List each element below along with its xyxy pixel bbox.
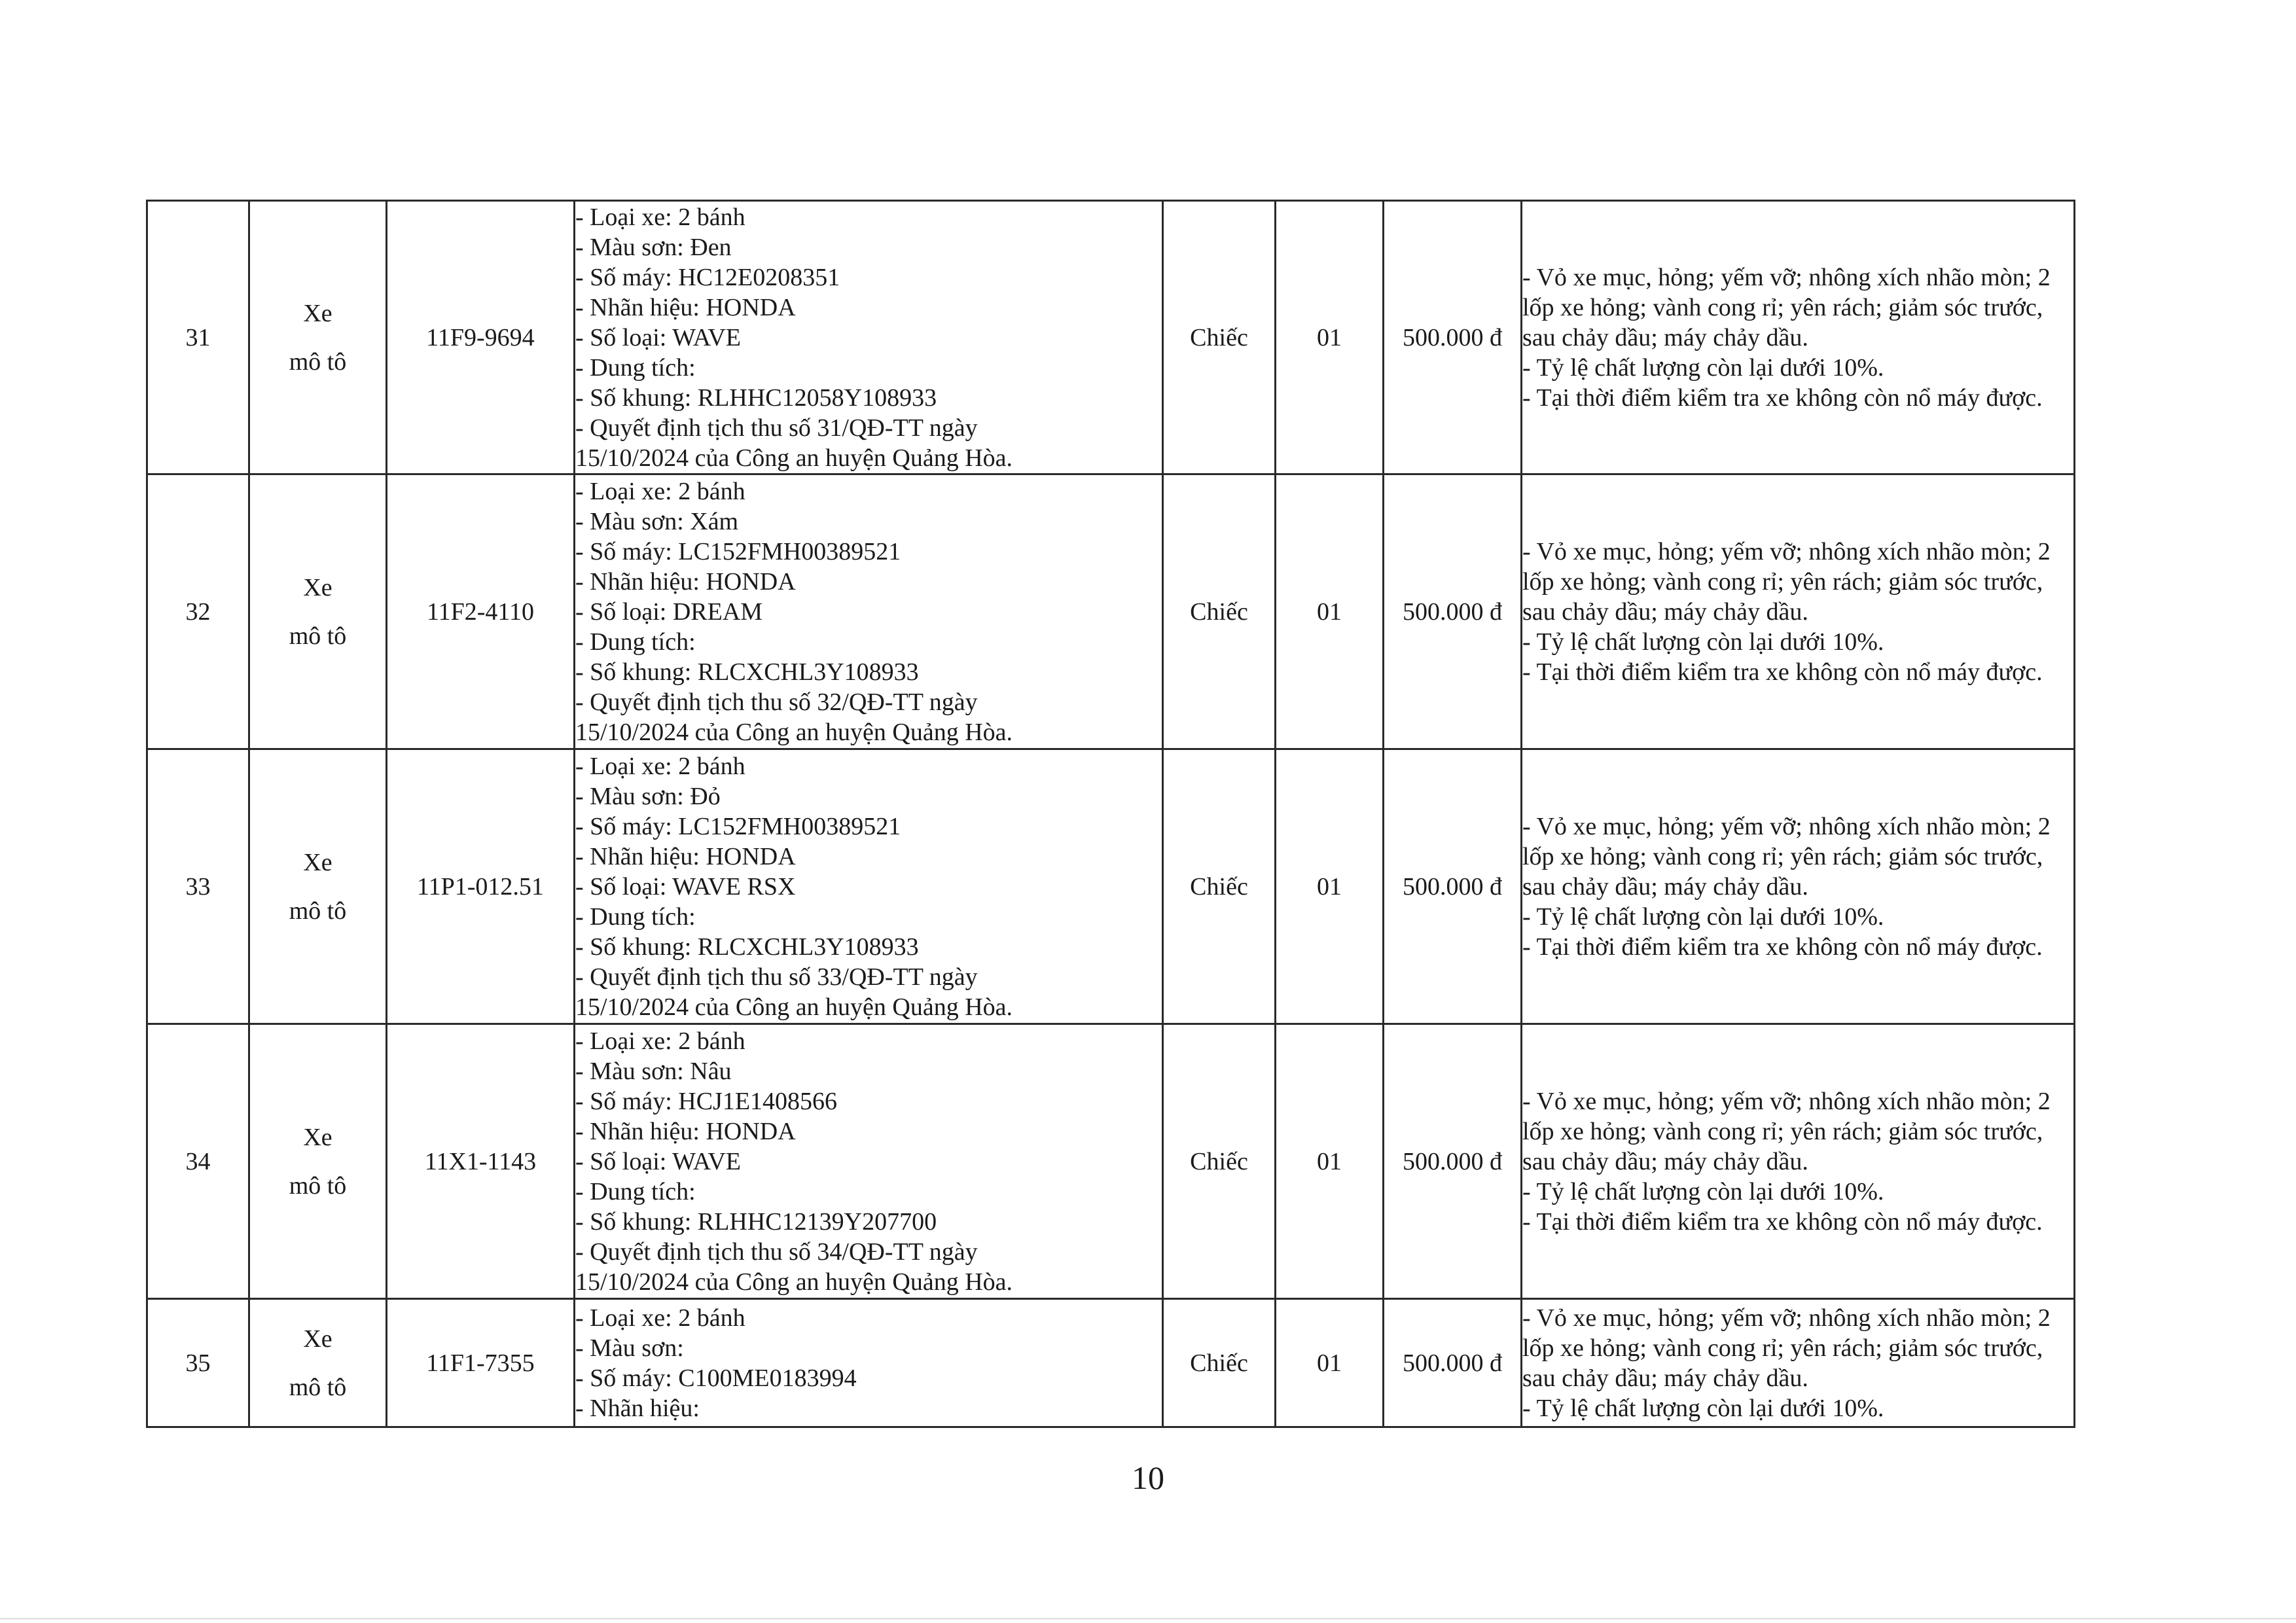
item-name-line: Xe (303, 1325, 332, 1353)
condition-notes (1522, 1299, 2075, 1427)
condition-notes (1522, 1024, 2075, 1299)
description-line: - Số máy: HC12E0208351 (575, 263, 840, 291)
note-line: - Vỏ xe mục, hỏng; yếm vỡ; nhông xích nhão mòn; 2 lốp xe hỏng; vành cong rỉ; yên rách; giảm sóc trước, sau chảy dầu; máy chảy dầu. (1522, 1087, 2051, 1175)
inventory-table (146, 200, 2075, 1428)
item-name-line: mô tô (289, 1171, 347, 1200)
item-name (249, 474, 387, 749)
table-row (147, 201, 2075, 474)
item-name (249, 201, 387, 474)
item-description (575, 201, 1163, 474)
description-line: - Loại xe: 2 bánh (575, 1027, 745, 1055)
description-line: - Dung tích: (575, 628, 696, 656)
item-name-line: Xe (303, 1123, 332, 1151)
unit: Chiếc (1163, 474, 1276, 749)
item-name-line: Xe (303, 848, 332, 876)
license-plate: 11X1-1143 (387, 1024, 575, 1299)
item-name (249, 749, 387, 1024)
note-line: - Tại thời điểm kiểm tra xe không còn nổ máy được. (1522, 1207, 2043, 1236)
description-line: - Nhãn hiệu: HONDA (575, 293, 796, 321)
unit-price: 500.000 đ (1384, 201, 1522, 474)
description-line: - Màu sơn: Đen (575, 233, 732, 261)
table-row (147, 474, 2075, 749)
table-row (147, 1024, 2075, 1299)
item-description (575, 474, 1163, 749)
item-name-line: mô tô (289, 897, 347, 925)
row-number: 32 (147, 474, 249, 749)
description-line: - Số loại: DREAM (575, 597, 763, 626)
description-line: 15/10/2024 của Công an huyện Quảng Hòa. (575, 993, 1013, 1021)
item-name (249, 1024, 387, 1299)
page-number: 10 (1132, 1459, 1164, 1496)
description-line: - Số loại: WAVE RSX (575, 872, 796, 901)
unit-price: 500.000 đ (1384, 1024, 1522, 1299)
note-line: - Vỏ xe mục, hỏng; yếm vỡ; nhông xích nhão mòn; 2 lốp xe hỏng; vành cong rỉ; yên rách; giảm sóc trước, sau chảy dầu; máy chảy dầu. (1522, 537, 2051, 626)
description-line: - Màu sơn: Đỏ (575, 782, 721, 810)
description-line: - Dung tích: (575, 353, 696, 382)
description-line: - Số loại: WAVE (575, 323, 741, 351)
license-plate: 11F1-7355 (387, 1299, 575, 1427)
description-line: - Số khung: RLCXCHL3Y108933 (575, 933, 919, 961)
description-line: - Số loại: WAVE (575, 1147, 741, 1175)
condition-notes (1522, 474, 2075, 749)
description-line: 15/10/2024 của Công an huyện Quảng Hòa. (575, 444, 1013, 472)
item-description (575, 1299, 1163, 1427)
note-line: - Tại thời điểm kiểm tra xe không còn nổ máy được. (1522, 933, 2043, 961)
description-line: - Màu sơn: (575, 1334, 684, 1362)
row-number: 34 (147, 1024, 249, 1299)
description-line: - Nhãn hiệu: HONDA (575, 567, 796, 596)
note-line: - Tỷ lệ chất lượng còn lại dưới 10%. (1522, 1394, 1884, 1422)
unit: Chiếc (1163, 749, 1276, 1024)
description-line: - Số máy: LC152FMH00389521 (575, 812, 901, 840)
unit-price: 500.000 đ (1384, 749, 1522, 1024)
row-number: 33 (147, 749, 249, 1024)
unit: Chiếc (1163, 1024, 1276, 1299)
note-line: - Vỏ xe mục, hỏng; yếm vỡ; nhông xích nhão mòn; 2 lốp xe hỏng; vành cong rỉ; yên rách; giảm sóc trước, sau chảy dầu; máy chảy dầu. (1522, 263, 2051, 351)
description-line: - Quyết định tịch thu số 31/QĐ-TT ngày (575, 414, 978, 442)
unit: Chiếc (1163, 201, 1276, 474)
quantity: 01 (1276, 201, 1384, 474)
description-line: - Số máy: HCJ1E1408566 (575, 1087, 838, 1115)
description-line: - Màu sơn: Nâu (575, 1057, 732, 1085)
note-line: - Tại thời điểm kiểm tra xe không còn nổ máy được. (1522, 658, 2043, 686)
license-plate: 11P1-012.51 (387, 749, 575, 1024)
description-line: - Số máy: LC152FMH00389521 (575, 537, 901, 565)
item-name (249, 1299, 387, 1427)
note-line: - Tỷ lệ chất lượng còn lại dưới 10%. (1522, 628, 1884, 656)
description-line: - Số khung: RLHHC12058Y108933 (575, 383, 937, 412)
description-line: - Số máy: C100ME0183994 (575, 1364, 857, 1392)
description-line: 15/10/2024 của Công an huyện Quảng Hòa. (575, 718, 1013, 746)
item-name-line: mô tô (289, 1373, 347, 1401)
description-line: - Nhãn hiệu: HONDA (575, 1117, 796, 1145)
item-description (575, 1024, 1163, 1299)
condition-notes (1522, 201, 2075, 474)
quantity: 01 (1276, 474, 1384, 749)
quantity: 01 (1276, 1024, 1384, 1299)
unit: Chiếc (1163, 1299, 1276, 1427)
description-line: 15/10/2024 của Công an huyện Quảng Hòa. (575, 1268, 1013, 1296)
note-line: - Tại thời điểm kiểm tra xe không còn nổ máy được. (1522, 383, 2043, 412)
description-line: - Quyết định tịch thu số 32/QĐ-TT ngày (575, 688, 978, 716)
item-name-line: Xe (303, 573, 332, 601)
note-line: - Tỷ lệ chất lượng còn lại dưới 10%. (1522, 902, 1884, 931)
note-line: - Tỷ lệ chất lượng còn lại dưới 10%. (1522, 353, 1884, 382)
unit-price: 500.000 đ (1384, 474, 1522, 749)
item-description (575, 749, 1163, 1024)
description-line: - Quyết định tịch thu số 33/QĐ-TT ngày (575, 963, 978, 991)
license-plate: 11F2-4110 (387, 474, 575, 749)
description-line: - Loại xe: 2 bánh (575, 203, 745, 231)
item-name-line: Xe (303, 299, 332, 327)
description-line: - Nhãn hiệu: HONDA (575, 842, 796, 870)
note-line: - Tỷ lệ chất lượng còn lại dưới 10%. (1522, 1177, 1884, 1205)
quantity: 01 (1276, 1299, 1384, 1427)
condition-notes (1522, 749, 2075, 1024)
description-line: - Loại xe: 2 bánh (575, 477, 745, 505)
table-row (147, 1299, 2075, 1427)
description-line: - Số khung: RLHHC12139Y207700 (575, 1207, 937, 1236)
quantity: 01 (1276, 749, 1384, 1024)
scan-edge-divider (0, 1618, 2296, 1620)
description-line: - Nhãn hiệu: (575, 1394, 700, 1422)
description-line: - Màu sơn: Xám (575, 507, 739, 535)
note-line: - Vỏ xe mục, hỏng; yếm vỡ; nhông xích nhão mòn; 2 lốp xe hỏng; vành cong rỉ; yên rách; giảm sóc trước, sau chảy dầu; máy chảy dầu. (1522, 1304, 2051, 1392)
description-line: - Quyết định tịch thu số 34/QĐ-TT ngày (575, 1238, 978, 1266)
table-row (147, 749, 2075, 1024)
license-plate: 11F9-9694 (387, 201, 575, 474)
note-line: - Vỏ xe mục, hỏng; yếm vỡ; nhông xích nhão mòn; 2 lốp xe hỏng; vành cong rỉ; yên rách; giảm sóc trước, sau chảy dầu; máy chảy dầu. (1522, 812, 2051, 901)
description-line: - Dung tích: (575, 1177, 696, 1205)
item-name-line: mô tô (289, 348, 347, 376)
row-number: 31 (147, 201, 249, 474)
description-line: - Số khung: RLCXCHL3Y108933 (575, 658, 919, 686)
item-name-line: mô tô (289, 622, 347, 650)
unit-price: 500.000 đ (1384, 1299, 1522, 1427)
description-line: - Loại xe: 2 bánh (575, 1304, 745, 1332)
row-number: 35 (147, 1299, 249, 1427)
description-line: - Dung tích: (575, 902, 696, 931)
description-line: - Loại xe: 2 bánh (575, 752, 745, 780)
